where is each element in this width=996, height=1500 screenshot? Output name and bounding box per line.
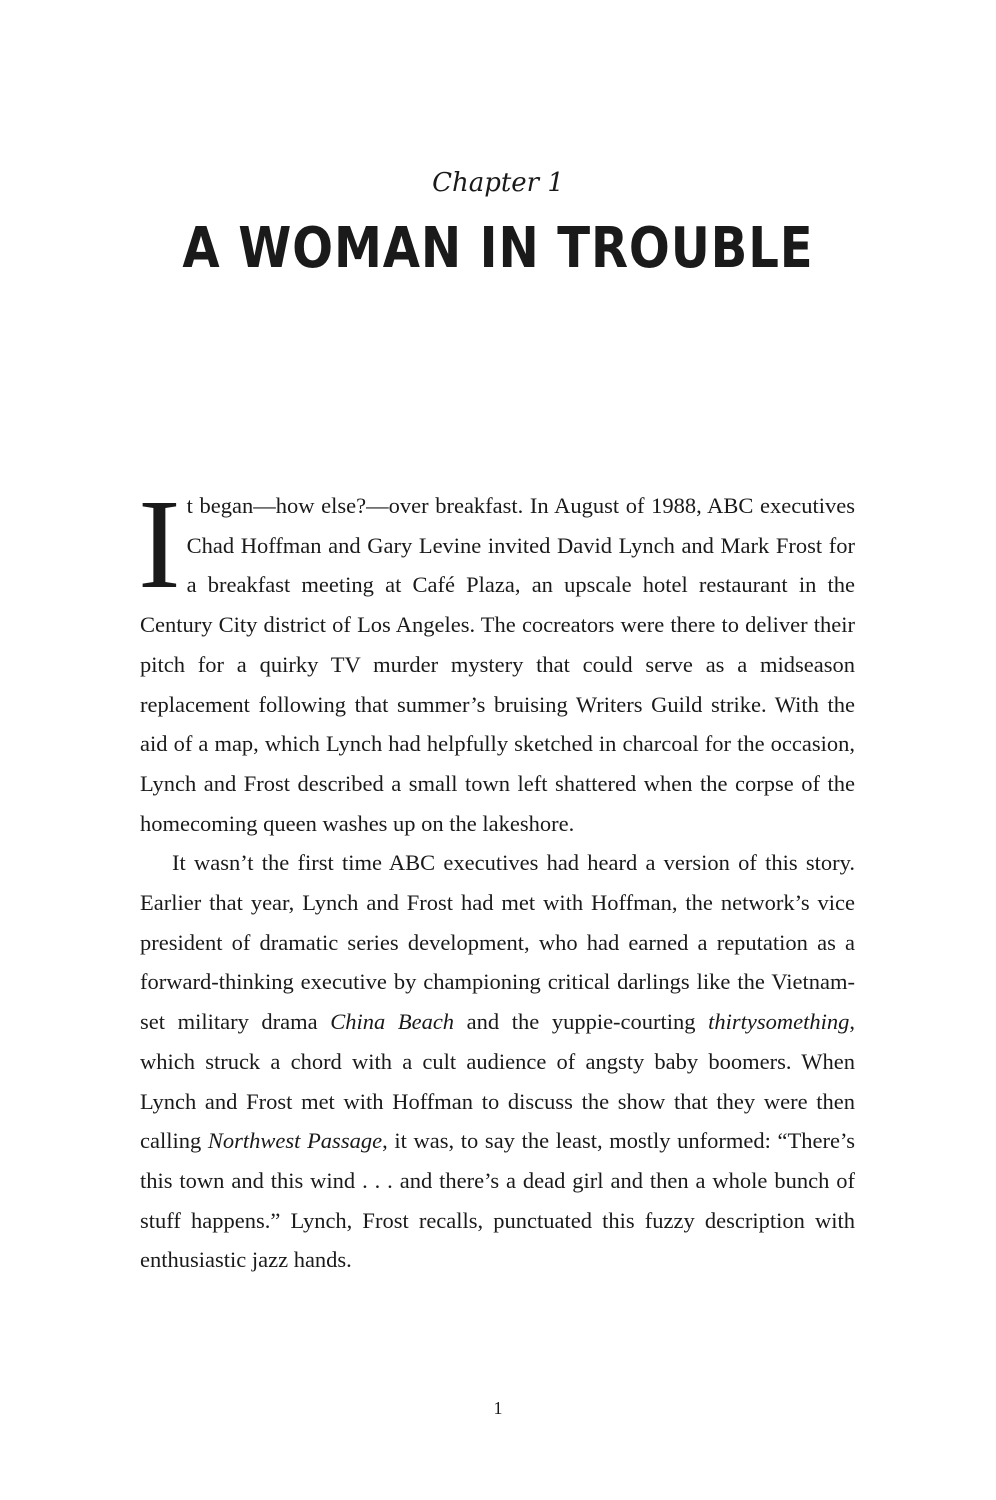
paragraph-2-text-3: , which struck a chord with a cult audience of angsty baby boomers. When Lynch and Frost met with Hoffman to discuss the show that they were then calling [140, 1009, 855, 1154]
paragraph-2-text-4: , it was, to say the least, mostly unformed: “There’s this town and this wind . . . and there’s a dead girl and then a whole bunch of stuff happens.” Lynch, Frost recalls, punctuated this fuzzy description with enthusiastic jazz hands. [140, 1128, 855, 1273]
page-number: 1 [493, 1398, 503, 1418]
paragraph-2-text-2: and the yuppie-courting [454, 1009, 709, 1035]
title-thirtysomething: thirtysomething [708, 1009, 850, 1035]
chapter-label: Chapter 1 [432, 168, 564, 198]
paragraph-1 [138, 473, 855, 843]
body-text [138, 473, 855, 1280]
paragraph-2-text-1: It wasn’t the first time ABC executives had heard a version of this story. Earlier that year, Lynch and Frost had met with Hoffman, the network’s vice president of dramatic series development, who had earned a reputation as a forward-thinking executive by championing critical darlings like the Vietnam-set military drama [140, 850, 855, 1035]
paragraph-2 [140, 843, 855, 1280]
drop-cap: I [138, 473, 181, 615]
chapter-title: A WOMAN IN TROUBLE [182, 216, 814, 281]
paragraph-1-text: t began—how else?—over breakfast. In August of 1988, ABC executives Chad Hoffman and Gary Levine invited David Lynch and Mark Frost for a breakfast meeting at Café Plaza, an upscale hotel restaurant in the Century City district of Los Angeles. The cocreators were there to deliver their pitch for a quirky TV murder mystery that could serve as a midseason replacement following that summer’s bruising Writers Guild strike. With the aid of a map, which Lynch had helpfully sketched in charcoal for the occasion, Lynch and Frost described a small town left shattered when the corpse of the homecoming queen washes up on the lakeshore. [140, 493, 855, 836]
title-china-beach: China Beach [330, 1009, 455, 1035]
title-northwest-passage: Northwest Passage [207, 1128, 383, 1154]
